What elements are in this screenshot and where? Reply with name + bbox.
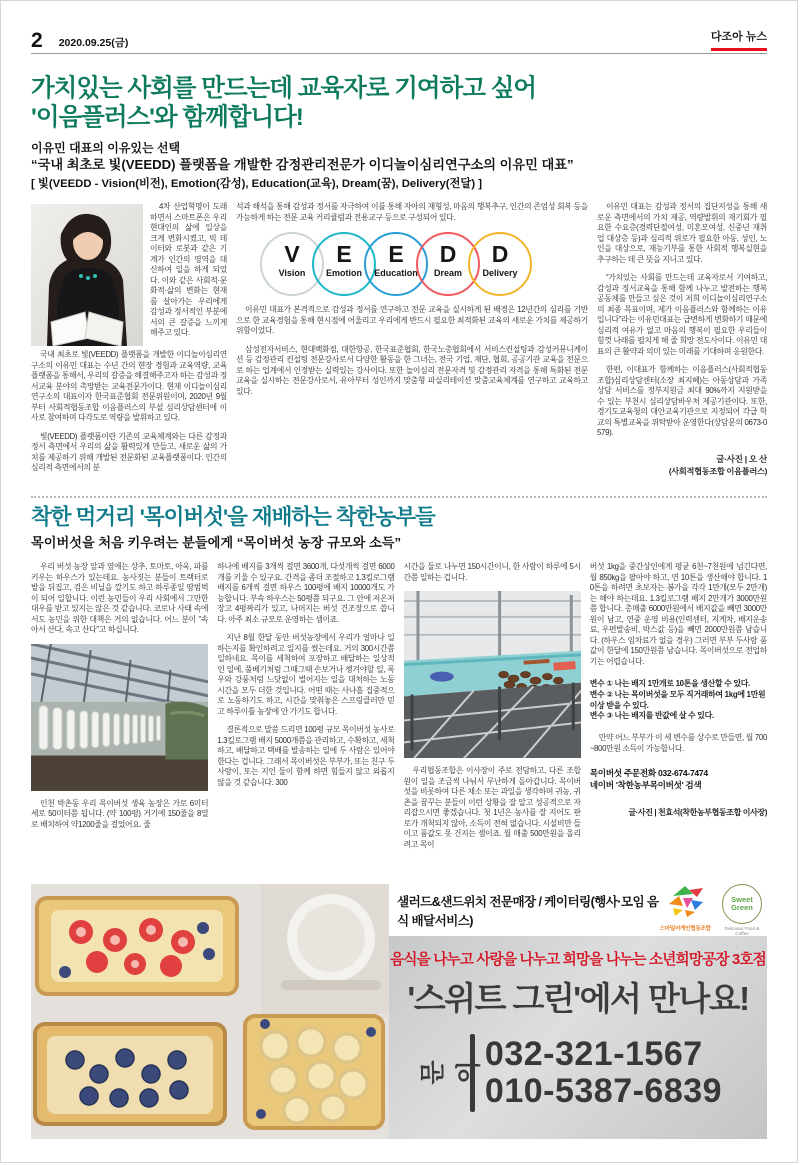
veedd-circle-delivery [468,232,532,296]
inquiry-label: 문의 [418,1061,483,1085]
article1-headline-line1: 가치있는 사회를 만드는데 교육자로 기여하고 싶어 [31,75,537,102]
article1-subhead2: “국내 최초로 빛(VEEDD) 플랫폼을 개발한 감정관리전문가 이디놀이심리연구소의 이유민 대표” [31,157,574,172]
smile-again-logo-icon [663,884,707,918]
article2-column-4 [590,562,767,874]
drying-tables-photo [404,591,581,758]
article1-column-1 [31,202,227,488]
sweet-green-badge [722,884,762,924]
paragraph: 삼성전자서비스, 현대백화점, 대한항공, 한국표준협회, 한국노총협회에서 서비스컨설팅과 감성커뮤니케이션 등 감정관리 컨설팅 전문강사로서 다양한 활동을 한 그녀는, 전국 기업, 재단, 협회, 공공기관 교육을 전문으로 하는 업계에서 인정받는 실력있는 강사이다. 또한 놀이심리 전문자격 및 감정관리 자격을 통해 특화된 전문교육을 실시하는 전문강사로서, 유아부터 성인까지 맞춤형 파실리테이션 맞춤교육체계를 연구하고 교육하고 있다. [236,344,588,396]
naver-search: 네이버 '착한농부목이버섯' 검색 [589,780,702,791]
veedd-letter: E [336,241,352,267]
article1-column-4 [597,202,767,488]
paragraph: 이유민 대표는 감성과 정서의 집단지성을 통해 새로운 측면에서의 가치 제공, 역량발휘의 재기회가 필요한 수요층(경력단절여성, 미혼모여성, 신중년 재취업 대상층 등)과 심리적 위로가 필요한 아동, 성인, 노인을 대상으로, 재능기부를 통한 사회적 행복실현을 추구하는 데 큰 뜻을 지니고 있다. [597,202,767,264]
article1-subhead1: 이유민 대표의 이유있는 선택 [31,141,181,155]
veedd-letter: E [388,241,404,267]
article2-column-3 [404,562,581,874]
sweet-green-caption: Delicious Food & Coffee [724,926,760,936]
advertisement-top-strip [389,884,767,936]
paragraph: 지난 8월 한달 동안 버섯농장에서 우리가 얼마나 일하는지를 확인하려고 일지를 썼는데요. 거의 300시간쯤 일하네요. 목이를 세척하여 포장하고 배달하는 일상적인 일에, 풀베기처럼 그때그때 손보거나 챙겨야할 일, 폭우와 강풍처럼 느닷없이 벌어지는 일을 대처하는 노동 시간을 모두 더한 것입니다. 어떤 때는 사나흘 집중적으로 노동하기도 하고, 시간을 맞춰놓은 스프링클러만 믿고 하루이틀 농장에 안 가기도 합니다. [217,633,395,716]
paragraph: 4차 산업혁명이 도래하면서 스마트폰은 우리 현대인의 삶에 일상을 크게 변화시켰고, 빅 데이터와 로봇과 같은 기계가 인간의 영역을 대신하여 일을 하게 되었다. 이와 같은 사회적·문화적·삶의 변화는 현재를 살아가는 우리에게 감성과 정서적인 부분에서의 큰 갈증을 느끼게 해주고 있다. [150,202,227,337]
advertisement-right [389,884,767,1139]
article1-subhead3: [ 빛(VEEDD - Vision(비전), Emotion(감성), Education(교육), Dream(꿈), Delivery(전달) ] [31,178,482,190]
smile-again-coop-logo [659,884,711,932]
ad-contact-block [389,1034,767,1112]
smile-again-logo-caption: 스마일어게인협동조합 [659,926,711,932]
paragraph: 우리협동조합은 이사장이 주로 전담하고, 다른 조합원이 일을 조금씩 나눠서 무난하게 돌아갑니다. 목이버섯을 비롯하여 다른 채소 또는 과일을 생각하며 귀농, 귀촌을 꿈꾸는 분들이 이런 상황을 잘 알고 성공적으로 자리잡으시면 좋겠습니다. 첫 1년은 농사를 잘 지어도 판로가 개척되지 않아, 소득이 전혀 없습니다. 시설비만 들이고 품값도 못 건지는 셈이죠. 월 매출 500만원을 올리려고 목이 [403,766,581,849]
paragraph: 국내 최초로 빛(VEEDD) 플랫폼을 개발한 이디놀이심리연구소의 이유민 대표는 수년 간의 현장 경험과 교육역량, 교육플랫폼을 통해서, 우리의 갈증을 해결해주고자 하는 감성과 정서교육 분야의 촉망받는 교육전문가이다. 현재 이디놀이심리연구소의 대표이자 한국표준협회 전문위원이며, 2020년 9월부터 사회적협동조합 이음플러스의 부설 심리상담센터에 이사로 참여하며 다각도로 역량을 발휘하고 있다. [31,350,227,422]
article1-body [31,202,767,488]
sweet-green-word2: Green [731,903,753,912]
paragraph: 결론적으로 말씀 드리면 100평 규모 목이버섯 농사로 1.3킬로그램 배지 5000개쯤을 관리하고, 수확하고, 세척하고, 배달하고 택배를 발송하는 일에 두 사람은 있어야 한다는 겁니다. 그래서 목이버섯은 부부가, 또는 친구 두 사람이, 또는 지인 둘이 함께 하면 힘들지 않고 외롭지 않을 것 같습니다. 300 [217,725,395,787]
paragraph: 이유민 대표가 본격적으로 감성과 정서를 연구하고 전문 교육을 실시하게 된 배경은 12년간의 심리를 기반으로 한 교육경험을 통해 현시점에 어울리고 우리에게 반드시 필요한 최적화된 교육의 새로운 가치를 제공하기 위함이었다. [236,305,588,335]
phone-number-1: 032-321-1567 [484,1035,703,1073]
veedd-label: Education [374,268,418,278]
article2-column-1 [31,562,208,874]
order-contact [590,767,767,791]
mushroom-house-photo [31,644,208,791]
issue-date: 2020.09.25(금) [58,37,129,49]
sweet-green-logo [719,884,765,936]
food-collage-photo [31,884,389,1139]
veedd-label: Delivery [482,268,518,278]
paragraph: 하나에 배지를 3개씩 걸면 3600개, 다섯개씩 걸면 6000개를 키울 수 있구요. 간격을 좀더 조절하고 1.3킬로그램 배지를 6개씩 걸면 하우스 100평에 배지 10000개도 가능합니다. 부속 하우스는 50평쯤 되구요. 그 안에 저온저장고 4평짜리가 있고, 나머지는 버섯 건조장으로 씁니다. 아주 최소 규모로 운영하는 셈이죠. [217,562,395,624]
masthead: 다조아 뉴스 [711,28,767,51]
phone-numbers [485,1036,722,1110]
veedd-diagram [260,232,522,296]
article2-headline: 착한 먹거리 '목이버섯'을 재배하는 착한농부들 [31,505,435,529]
paragraph: 버섯 1kg을 중간상인에게 평균 6천~7천원에 넘긴다면, 월 850kg을 팔아야 하고, 연 10톤을 생산해야 합니다. 10톤을 하려면 초보자는 봄가을 각각 1만개(모두 2만개)는 해야 하는데요. 1.3킬로그램 배지 2만개가 3000만원쯤 합니다. 총매출 6000만원에서 배지값을 빼면 3000만원이 남고, 연중 운영 비용(인력센터, 지게차, 배지운송료, 우편발송비, 박스값 등)을 빼면 2000만원쯤 남습니다. (하우스 임차료가 없을 경우) 그러면 부부 두사람 품값이 한달에 150만원쯤 남습니다. 목이버섯으로 전업하기는 어렵습니다. [589,562,767,666]
veedd-letter: V [284,241,300,267]
variables-list [590,679,767,722]
paragraph: 시간을 둘로 나누면 150시간이니, 한 사람이 하루에 5시간쯤 일하는 겁니다. [403,562,581,582]
paragraph: 빛(VEEDD) 플랫폼이란 기존의 교육체계와는 다른 감정과 정서 측면에서 우리의 삶을 활력있게 만들고, 새로운 삶의 가치를 제공하기 위해 개발된 전문화된 교육플랫폼이다. 인간의 심리적 측면에서의 분 [31,431,227,472]
article1-headline-line2: '이음플러스'와 함께합니다! [31,104,303,131]
ad-store-type-text: 샐러드&샌드위치 전문매장 / 케이터링(행사·모임 음식 배달서비스) [397,895,659,928]
paragraph: “가치있는 사회를 만드는데 교육자로서 기여하고, 감성과 정서교육을 통해 함께 나누고 발전하는 행복 공동체를 만들고 싶은 것이 저희 이디놀이심리연구소의 최종 목표이며, 제가 이음플러스와 함께하는 이유입니다”라는 이유민대표는 급변하게 변화하기 때문에 심리적 여유가 없고 마음의 행복이 필요한 우리들이 힘껏 나래를 펼치게 해 줄 희망 전도사이다. 이유민 대표의 큰 활약과 의미 있는 미래를 기대하며 응원한다. [597,273,767,356]
article1-byline: 글·사진 | 오 산 [716,453,767,464]
article-divider [31,496,767,498]
paragraph: 한편, 이대표가 함께하는 이음플러스(사회적협동조합)심리상담센터(소장 최지혜)는 아동상담과 가족상담 서비스를 정부지원금 최대 90%까지 지원받을 수 있는 부천시 심리상담바우처 제공기관이다. 또한, 경기도교육청의 대안교육기관으로 지정되어 각급 학교의 특별교육을 위탁받아 운영한다(상담문의 0673-0579). [597,365,767,437]
article2-byline: 글·사진 | 천효석(착한농부협동조합 이사장) [628,808,767,818]
paragraph: 석과 해석을 통해 감성과 정서를 자극하여 이를 통해 자아의 재형성, 마음의 행복추구, 인간의 존엄성 회복 등을 가능하게 하는 전문 교육 커리큘럼과 전용교구 등으로 구성되어 있다. [236,202,588,222]
article2-body [31,562,767,874]
article-2 [31,504,767,874]
article1-byline-org: (사회적협동조합 이음플러스) [668,466,767,476]
portrait-photo [31,204,143,346]
page-header [31,25,767,51]
article2-subhead: 목이버섯을 처음 키우려는 분들에게 “목이버섯 농장 규모와 소득” [31,535,402,550]
veedd-letter: D [491,241,509,267]
article2-column-2 [217,562,394,874]
paragraph: 인천 박촌동 우리 목이버섯 생육 농장은 가로 6미터 세로 50미터쯤 됩니다. (약 100평) 거기에 150줄을 8열로 배치하여 약1200줄을 걸었어요. 줄 [31,798,209,829]
page-number: 2 [31,29,43,52]
article1-column-middle [236,202,588,488]
ad-logos [659,884,767,936]
variable-2: 변수 ② 나는 목이버섯을 모두 직거래하여 1kg에 1만원 이상 받을 수 있다. [589,689,766,710]
order-phone: 목이버섯 주문전화 032-674-7474 [589,768,708,779]
veedd-label: Vision [278,268,306,278]
veedd-label: Emotion [326,268,362,278]
variable-1: 변수 ① 나는 배지 1만개로 10톤을 생산할 수 있다. [589,679,750,688]
paragraph: 만약 어느 부부가 이 세 변수를 상수로 만들면, 월 700~800만원 소득이 가능합니다. [589,733,767,753]
advertisement [31,884,767,1139]
article-1 [31,74,767,488]
sweet-green-word1: Sweet [731,895,753,904]
header-rule [31,53,767,54]
veedd-label: Dream [433,268,462,278]
veedd-letter: D [439,241,457,267]
phone-number-2: 010-5387-6839 [484,1072,723,1110]
variable-3: 변수 ③ 나는 배지를 반값에 살 수 있다. [589,711,714,721]
article1-headline [31,74,767,132]
ad-tagline: 음식을 나누고 사랑을 나누고 희망을 나누는 소년희망공장 3호점 [390,952,766,968]
ad-title: '스위트 그린'에서 만나요! [407,980,749,1017]
paragraph: 우리 버섯 농장 앞과 옆에는 상추, 토마토, 아욱, 파를 키우는 하우스가 있는데요. 농사짓는 분들이 트랙터로 밭을 뒤집고, 검은 비닐을 깔기도 하고 하루종일 땀범벅이 되어 일합니다. 이런 농민들이 우리 사회에서 그만한 대우를 받고 있지는 않은 것 같습니다. 코로나 사태 속에서도 농민을 위한 대책은 거의 없습니다. 어느 분이 "속아서 산다, 속고 산다"고 하십니다. [31,562,209,634]
advertisement-main [389,936,767,1139]
